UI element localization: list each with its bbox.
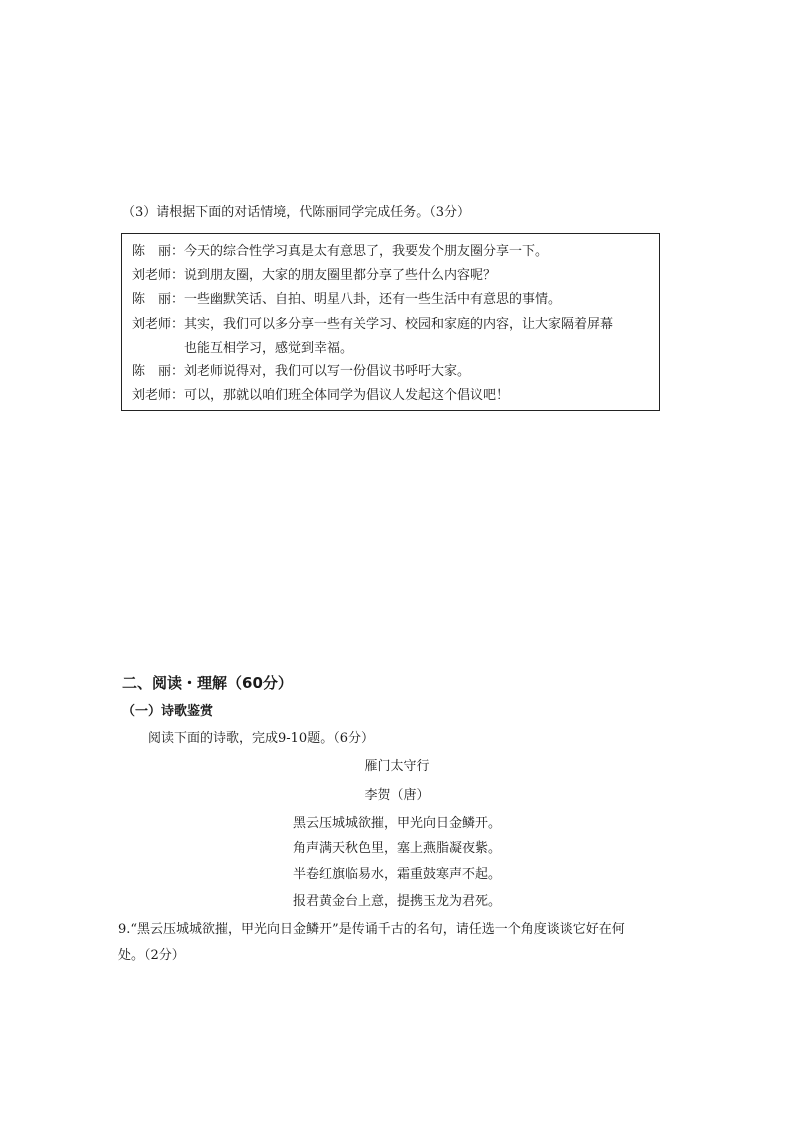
question-9-line-2: 处。（2分） — [118, 948, 185, 963]
dialogue-speaker: 陈 丽： — [132, 364, 185, 379]
poem-line-2: 角声满天秋色里，塞上燕脂凝夜紫。 — [292, 841, 501, 856]
dialogue-speaker: 刘老师： — [132, 268, 185, 283]
section-title: 二、阅读・理解（60分） — [122, 674, 293, 692]
dialogue-speaker: 刘老师： — [132, 317, 185, 332]
dialogue-text: 可以，那就以咱们班全体同学为倡议人发起这个倡议吧！ — [184, 388, 510, 403]
dialogue-speaker: 陈 丽： — [132, 244, 185, 259]
dialogue-box — [121, 233, 660, 411]
dialogue-line-7 — [132, 387, 509, 405]
dialogue-text: 也能互相学习，感觉到幸福。 — [184, 341, 354, 356]
dialogue-text: 其实，我们可以多分享一些有关学习、校园和家庭的内容，让大家隔着屏幕 — [184, 317, 614, 332]
dialogue-line-5 — [184, 340, 353, 358]
dialogue-text: 刘老师说得对，我们可以写一份倡议书呼吁大家。 — [184, 364, 471, 379]
dialogue-text: 说到朋友圈，大家的朋友圈里都分享了些什么内容呢？ — [184, 268, 497, 283]
dialogue-line-6 — [132, 363, 470, 381]
poem-line-4: 报君黄金台上意，提携玉龙为君死。 — [292, 894, 501, 909]
dialogue-line-3 — [132, 291, 561, 309]
dialogue-line-2 — [132, 267, 496, 285]
dialogue-text: 今天的综合性学习真是太有意思了，我要发个朋友圈分享一下。 — [184, 244, 549, 259]
reading-instruction: 阅读下面的诗歌，完成9-10题。（6分） — [148, 731, 374, 746]
question-9-line-1: 9.“黑云压城城欲摧，甲光向日金鳞开”是传诵千古的名句，请任选一个角度谈谈它好在何 — [118, 922, 625, 937]
dialogue-line-4 — [132, 316, 613, 334]
subsection-title: （一）诗歌鉴赏 — [122, 704, 214, 719]
poem-line-3: 半卷红旗临易水，霜重鼓寒声不起。 — [292, 867, 501, 882]
poem-line-1: 黑云压城城欲摧，甲光向日金鳞开。 — [292, 816, 501, 831]
poem-title: 雁门太守行 — [364, 759, 430, 774]
dialogue-text: 一些幽默笑话、自拍、明星八卦，还有一些生活中有意思的事情。 — [184, 292, 562, 307]
dialogue-speaker: 陈 丽： — [132, 292, 185, 307]
task-3-prompt: （3）请根据下面的对话情境，代陈丽同学完成任务。（3分） — [122, 205, 471, 220]
dialogue-speaker: 刘老师： — [132, 388, 185, 403]
poem-author: 李贺（唐） — [364, 788, 430, 803]
dialogue-line-1 — [132, 243, 548, 261]
